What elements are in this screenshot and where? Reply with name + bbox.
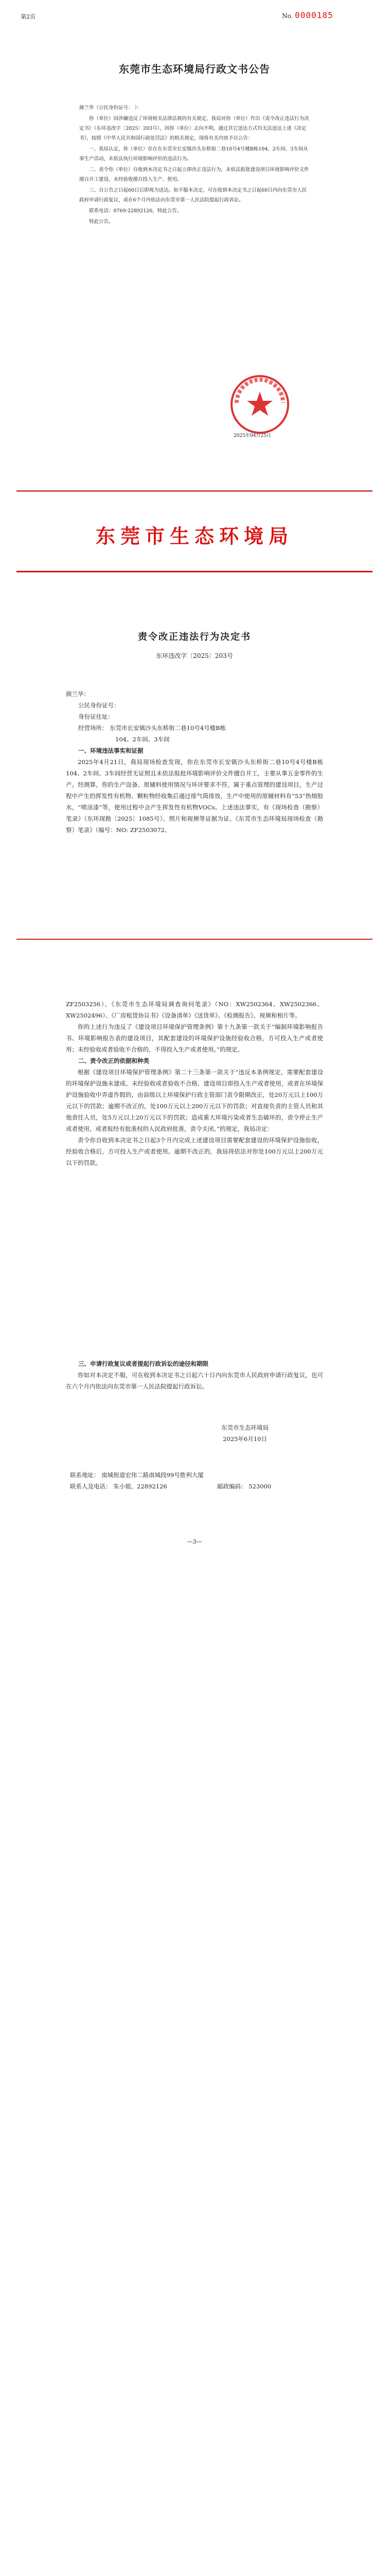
page-number: 第2页 — [21, 13, 36, 20]
violation-paragraph: 你的上述行为违反了《建设项目环境保护管理条例》第十九条第一款关于“编制环境影响报告书、环境影响报告表的建设项目，其配套建设的环境保护设施经验收合格，方可投入生产或者使用；未经验收或者验收不合格的，不得投入生产或者使用。”的规定。 — [66, 1023, 323, 1053]
notice-date: 2025年04月25日 — [234, 433, 271, 438]
postcode-label: 邮政编码： — [217, 1483, 247, 1490]
contact-address-row — [70, 1469, 327, 1481]
signature-block — [221, 1422, 269, 1445]
section-heading-1: 一、环境违法事实和证据 — [78, 747, 144, 754]
notice-title: 东莞市生态环境局行政文书公告 — [119, 63, 270, 75]
decision-title: 责令改正违法行为决定书 — [138, 632, 251, 642]
appeal-paragraph: 你如对本决定不服，可在收到本决定书之日起六十日内向东莞市人民政府申请行政复议，也可在六个月内依法向东莞市第一人民法院提起行政诉讼。 — [66, 1371, 323, 1390]
section-heading-3: 三、申请行政复议或者提起行政诉讼的途径和期限 — [78, 1360, 208, 1367]
id-number-label: 公民身份证号： — [78, 702, 120, 709]
notice-header — [0, 0, 389, 41]
letterhead-rule — [16, 571, 373, 572]
page-divider — [16, 939, 373, 940]
notice-paragraph: 联系电话：0769-22892126，特此公告。 — [79, 208, 182, 214]
contact-person-label: 联系人及电话： — [70, 1483, 112, 1490]
business-address-value-cont: 104、2车间、3车间 — [115, 736, 170, 743]
party-name: 颜兰华： — [66, 690, 90, 698]
notice-paragraph: 颜兰华（公民身份证号： ）： — [79, 105, 142, 111]
facts-paragraph: 2025年4月21日，我局现场检查发现，你在东莞市长安镇沙头东桥街二巷10号4号楼B栋104、2车间、3车间经营无证照且未依法报批环境影响评价文件擅自开工，主要从事五金零件的生产。经测算，你的生产设备、原辅料使用情况与环评要求不符，属于重点管理的建设项目，生产过程中产生的挥发性有机物、颗粒物经收集后通过排气筒排放，生产中使用的原辅材料有“53”热熔胶水，“喷涂漆”等，使用过程中会产生挥发性有机物VOCs。上述违法事实，有《现场检查（勘察）笔录》（东环现勘〔2025〕1085号）、照片和视频等证据为证。《东莞市生态环境局现场检查（勘察）笔录》（编号：NO: ZF2503072、 — [66, 758, 323, 834]
contact-address-label: 联系地址： — [70, 1471, 100, 1479]
signature-date: 2025年6月10日 — [223, 1435, 267, 1443]
doc-number-prefix: No. — [282, 12, 293, 20]
business-address-label: 经营场所： — [78, 724, 108, 732]
notice-body — [79, 103, 311, 228]
contact-block — [70, 1469, 327, 1492]
notice-paragraph: 三、自公告之日起60日后即视为送达。如不服本决定，可在收到本决定书之日起60日内向东莞市人民政府申请行政复议，或在6个月内依法向东莞市第一人民法院提起行政诉讼。 — [79, 188, 307, 203]
notice-closing: 特此公告。 — [89, 219, 114, 225]
business-address-value: 东莞市长安镇沙头东桥街二巷10号4号楼B栋 — [110, 724, 226, 732]
decision-body — [66, 688, 323, 836]
section-heading-2: 二、责令改正的依据和种类 — [78, 1057, 149, 1064]
contact-address-value: 南城街道宏伟二路南城段99号胜利大厦 — [101, 1471, 204, 1479]
order-paragraph: 责令你自收到本决定书之日起3个月内完成上述建设项目需要配套建设的环境保护设施验收，经验收合格后，方可投入生产或者使用。逾期不改正的，我局将依法对你处100万元以上200万元以下的罚款。 — [66, 1137, 323, 1166]
basis-paragraph: 根据《建设项目环境保护管理条例》第二十三条第一款关于“违反本条例规定，需要配套建设的环境保护设施未建成、未经验收或者验收不合格，建设项目即投入生产或者使用，或者在环境保护设施验收中弄虚作假的，由县级以上环境保护行政主管部门责令限期改正，处20万元以上100万元以下的罚款；逾期不改正的，处100万元以上200万元以下的罚款；对直接负责的主管人员和其他责任人员，处5万元以上20万元以下的罚款；造成重大环境污染或者生态破坏的，责令停止生产或者使用，或者报经有批准权的人民政府批准，责令关闭。”的规定，我局决定： — [66, 1069, 323, 1132]
notice-paragraph: 一、我局认定，你（单位）存在在东莞市长安镇沙头东桥街二巷10号4号楼B栋104、2车间、3车间从事生产活动，未依法执行环境影响评价的违法行为。 — [79, 146, 308, 162]
page-divider — [16, 490, 373, 492]
document-number — [282, 10, 333, 20]
address-row — [66, 711, 323, 722]
evidence-paragraph: ZF2503256）、《东莞市生态环境局调查询问笔录》（NO：XW2502364、XW2502366、XW2502496）、《厂房租赁协议书》《设备清单》《送货单》、《检测报告》、视频和相片等。 — [66, 1001, 323, 1019]
contact-person-row — [70, 1481, 327, 1492]
official-seal-icon — [226, 371, 293, 438]
page-gap — [0, 941, 389, 987]
decision-continued — [66, 998, 323, 1168]
doc-number-value: 0000185 — [295, 10, 333, 20]
page-footer: —3— — [187, 1538, 202, 1545]
appeal-section — [66, 1358, 323, 1392]
address-label: 身份证住址： — [78, 713, 114, 720]
bureau-letterhead: 东莞市生态环境局 — [95, 524, 293, 548]
notice-paragraph: 二、责令你（单位）自收到本决定书之日起立即改正违法行为，未依法报批建设项目环境影响评价文件擅自开工建设，未经验收擅自投入生产、使用。 — [79, 167, 309, 182]
postcode-value: 523000 — [249, 1483, 272, 1490]
signature-name: 东莞市生态环境局 — [221, 1424, 269, 1431]
id-number-row — [66, 700, 323, 711]
decision-number: 东环违改字〔2025〕203号 — [156, 652, 233, 659]
contact-person-value: 朱小姐、22892126 — [113, 1483, 167, 1490]
business-address-row — [66, 722, 323, 734]
notice-paragraph: 你（单位）因涉嫌违反了环境相关法律法规的有关规定，我局对你（单位）作出《责令改正违法行为决定书》（东环违改字〔2025〕203号），因你（单位）去向不明，通过其它送达方式均无法送达上述《决定书》，按照《中华人民共和国行政处罚法》的相关规定，现将有关内容予以公告： — [79, 116, 309, 141]
